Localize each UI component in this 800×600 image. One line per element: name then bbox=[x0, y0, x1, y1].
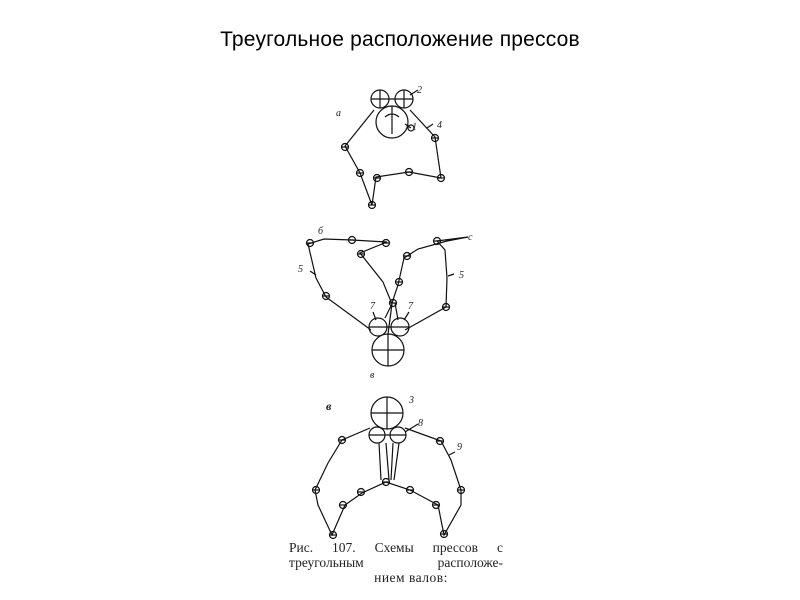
diagram-c-label-8: 8 bbox=[418, 418, 423, 429]
felt-right bbox=[392, 237, 468, 330]
caption-line-3: нием валов: bbox=[374, 570, 448, 585]
diagram-b-label-7-left: 7 bbox=[370, 301, 375, 312]
diagram-a-label-2: 2 bbox=[417, 85, 422, 96]
diagram-b-label-5-right: 5 bbox=[459, 270, 464, 281]
figure-caption bbox=[289, 540, 503, 585]
diagram-b bbox=[306, 237, 468, 367]
diagram-a-label-1: 1 bbox=[412, 122, 417, 133]
diagram-b-corner-letter: с bbox=[468, 232, 473, 243]
diagram-a bbox=[341, 90, 445, 209]
diagram-b-bottom-letter: в bbox=[370, 370, 375, 381]
felt-left bbox=[345, 110, 441, 205]
guide-rolls-b bbox=[306, 237, 450, 311]
diagram-c-letter: в bbox=[326, 399, 332, 413]
diagram-b-label-5-left: 5 bbox=[298, 264, 303, 275]
diagram-b-label-7-right: 7 bbox=[408, 301, 413, 312]
diagram-c bbox=[312, 397, 465, 539]
caption-line-1: Рис. 107. Схемы прессов с bbox=[289, 540, 503, 555]
diagram-a-label-4: 4 bbox=[437, 120, 442, 131]
diagram-c-label-9: 9 bbox=[457, 442, 462, 453]
diagram-c-label-3: 3 bbox=[409, 395, 414, 406]
diagram-a-letter: а bbox=[336, 108, 341, 119]
felt-left bbox=[308, 239, 392, 330]
diagram-b-letter: б bbox=[318, 226, 324, 237]
caption-line-2: треугольным расположе- bbox=[289, 555, 503, 570]
slide-title: Треугольное расположение прессов bbox=[220, 28, 580, 51]
